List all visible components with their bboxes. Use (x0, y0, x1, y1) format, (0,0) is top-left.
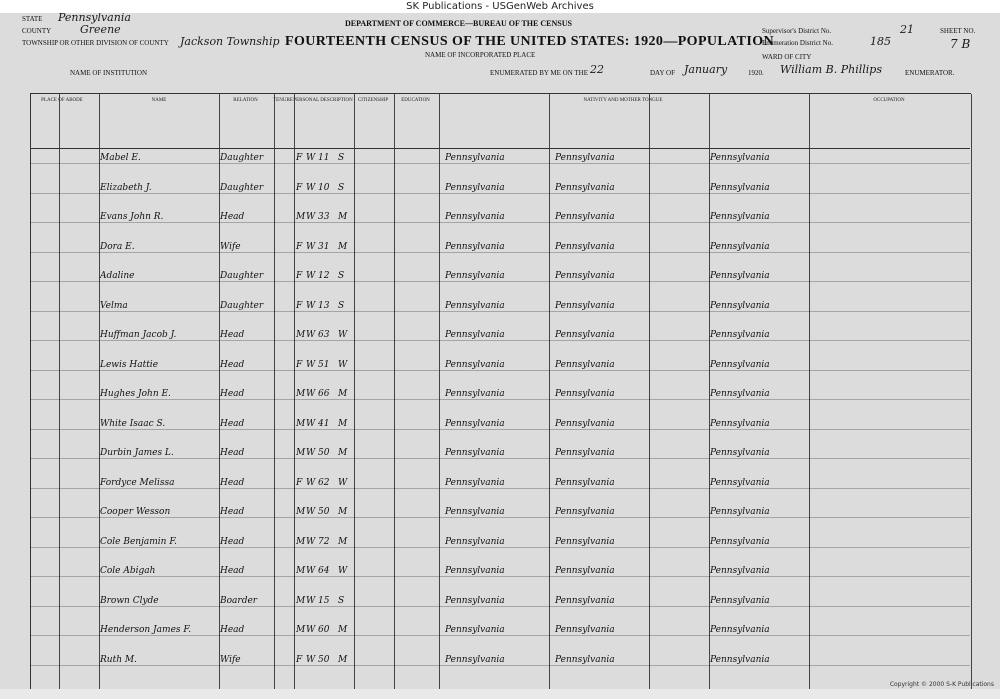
township-value: Jackson Township (180, 35, 280, 48)
person-age: 51 (318, 359, 330, 370)
mother-birthplace: Pennsylvania (710, 241, 770, 252)
township-label: TOWNSHIP OR OTHER DIVISION OF COUNTY (22, 39, 169, 47)
person-marital: S (338, 300, 345, 311)
person-race: W (306, 566, 316, 576)
person-relation: Daughter (220, 300, 264, 311)
person-name: Henderson James F. (100, 625, 192, 635)
mother-birthplace: Pennsylvania (710, 536, 770, 547)
person-name: Evans John R. (100, 212, 164, 222)
person-relation: Head (220, 507, 245, 517)
mother-birthplace: Pennsylvania (710, 389, 770, 399)
father-birthplace: Pennsylvania (555, 241, 615, 252)
person-marital: M (338, 654, 348, 665)
person-name: Cooper Wesson (100, 507, 171, 517)
father-birthplace: Pennsylvania (555, 507, 615, 517)
mother-birthplace: Pennsylvania (710, 507, 770, 517)
father-birthplace: Pennsylvania (555, 212, 615, 222)
person-race: W (306, 625, 316, 635)
col-tenure: TENURE (273, 98, 293, 103)
father-birthplace: Pennsylvania (555, 389, 615, 399)
father-birthplace: Pennsylvania (555, 595, 615, 606)
person-age: 12 (318, 271, 330, 281)
person-age: 50 (318, 507, 330, 517)
person-name: Brown Clyde (100, 595, 159, 606)
birthplace: Pennsylvania (445, 359, 505, 370)
person-marital: W (338, 477, 348, 488)
birthplace: Pennsylvania (445, 654, 505, 665)
row-line (30, 311, 970, 312)
person-sex: F (296, 359, 303, 370)
place-label: NAME OF INCORPORATED PLACE (425, 51, 536, 59)
person-name: Adaline (100, 271, 135, 281)
col-nativity: NATIVITY AND MOTHER TONGUE (583, 98, 663, 103)
row-line (30, 281, 970, 282)
person-marital: S (338, 182, 345, 193)
window-title: SK Publications - USGenWeb Archives (0, 0, 1000, 13)
father-birthplace: Pennsylvania (555, 625, 615, 635)
person-sex: M (296, 448, 306, 458)
mother-birthplace: Pennsylvania (710, 271, 770, 281)
person-name: Durbin James L. (100, 448, 174, 458)
father-birthplace: Pennsylvania (555, 330, 615, 340)
father-birthplace: Pennsylvania (555, 654, 615, 665)
row-line (30, 163, 970, 164)
enum-district-label: Enumeration District No. (762, 39, 833, 47)
col-relation: RELATION (233, 98, 258, 103)
person-sex: M (296, 418, 306, 429)
person-marital: M (338, 418, 348, 429)
person-age: 64 (318, 566, 330, 576)
person-name: Ruth M. (100, 654, 137, 665)
person-relation: Head (220, 566, 245, 576)
person-relation: Head (220, 389, 245, 399)
row-line (30, 399, 970, 400)
person-race: W (306, 182, 316, 193)
copyright: Copyright © 2000 S-K Publications (889, 681, 994, 688)
county-label: COUNTY (22, 27, 52, 35)
person-age: 72 (318, 536, 330, 547)
person-race: W (306, 330, 316, 340)
enum-district-no: 185 (870, 35, 891, 48)
person-age: 15 (318, 595, 330, 606)
person-marital: M (338, 212, 348, 222)
birthplace: Pennsylvania (445, 477, 505, 488)
father-birthplace: Pennsylvania (555, 418, 615, 429)
person-sex: F (296, 477, 303, 488)
birthplace: Pennsylvania (445, 595, 505, 606)
person-race: W (306, 300, 316, 311)
person-age: 31 (318, 241, 330, 252)
birthplace: Pennsylvania (445, 330, 505, 340)
col-abode: PLACE OF ABODE (41, 98, 83, 103)
mother-birthplace: Pennsylvania (710, 566, 770, 576)
person-relation: Daughter (220, 153, 264, 163)
person-marital: W (338, 330, 348, 340)
person-marital: S (338, 271, 345, 281)
person-age: 10 (318, 182, 330, 193)
person-name: Hughes John E. (100, 389, 171, 399)
row-line (30, 576, 970, 577)
person-sex: M (296, 330, 306, 340)
enumerated-day: 22 (590, 63, 604, 76)
person-name: White Isaac S. (100, 418, 166, 429)
row-line (30, 458, 970, 459)
person-sex: F (296, 241, 303, 252)
enumerator-label: ENUMERATOR. (905, 69, 955, 77)
father-birthplace: Pennsylvania (555, 477, 615, 488)
person-sex: M (296, 595, 306, 606)
person-name: Mabel E. (100, 153, 141, 163)
birthplace: Pennsylvania (445, 448, 505, 458)
person-marital: W (338, 566, 348, 576)
person-relation: Daughter (220, 182, 264, 193)
father-birthplace: Pennsylvania (555, 536, 615, 547)
father-birthplace: Pennsylvania (555, 566, 615, 576)
row-line (30, 606, 970, 607)
birthplace: Pennsylvania (445, 212, 505, 222)
mother-birthplace: Pennsylvania (710, 182, 770, 193)
person-race: W (306, 271, 316, 281)
person-marital: M (338, 389, 348, 399)
mother-birthplace: Pennsylvania (710, 359, 770, 370)
person-age: 60 (318, 625, 330, 635)
person-marital: M (338, 448, 348, 458)
col-personal: PERSONAL DESCRIPTION (293, 98, 353, 103)
county-value: Greene (80, 23, 121, 36)
person-marital: W (338, 359, 348, 370)
enumerated-label: ENUMERATED BY ME ON THE (490, 69, 588, 77)
department-heading: DEPARTMENT OF COMMERCE—BUREAU OF THE CENSUS (345, 19, 572, 28)
person-sex: F (296, 654, 303, 665)
year-label: 1920. (748, 69, 764, 77)
person-age: 63 (318, 330, 330, 340)
birthplace: Pennsylvania (445, 566, 505, 576)
person-relation: Head (220, 359, 245, 370)
mother-birthplace: Pennsylvania (710, 654, 770, 665)
person-relation: Head (220, 448, 245, 458)
birthplace: Pennsylvania (445, 625, 505, 635)
person-race: W (306, 241, 316, 252)
supervisor-label: Supervisor's District No. (762, 27, 832, 35)
person-relation: Head (220, 212, 245, 222)
person-sex: F (296, 153, 303, 163)
birthplace: Pennsylvania (445, 389, 505, 399)
person-marital: S (338, 595, 345, 606)
ward-label: WARD OF CITY (762, 53, 812, 61)
person-race: W (306, 389, 316, 399)
person-race: W (306, 153, 316, 163)
person-age: 11 (318, 153, 330, 163)
person-relation: Head (220, 536, 245, 547)
row-line (30, 488, 970, 489)
month-value: January (684, 63, 728, 76)
row-line (30, 429, 970, 430)
person-sex: F (296, 300, 303, 311)
person-age: 62 (318, 477, 330, 488)
person-race: W (306, 418, 316, 429)
person-name: Lewis Hattie (100, 359, 159, 370)
mother-birthplace: Pennsylvania (710, 448, 770, 458)
birthplace: Pennsylvania (445, 536, 505, 547)
col-name: NAME (151, 98, 167, 103)
census-sheet (0, 13, 1000, 689)
person-age: 66 (318, 389, 330, 399)
person-sex: F (296, 271, 303, 281)
mother-birthplace: Pennsylvania (710, 595, 770, 606)
mother-birthplace: Pennsylvania (710, 153, 770, 163)
birthplace: Pennsylvania (445, 182, 505, 193)
mother-birthplace: Pennsylvania (710, 477, 770, 488)
sheet-label: SHEET NO. (940, 27, 976, 35)
person-name: Fordyce Melissa (100, 477, 175, 488)
row-line (30, 370, 970, 371)
person-marital: M (338, 241, 348, 252)
row-line (30, 547, 970, 548)
day-of-label: DAY OF (650, 69, 675, 77)
sheet-no: 7 B (950, 37, 971, 51)
person-race: W (306, 595, 316, 606)
mother-birthplace: Pennsylvania (710, 300, 770, 311)
birthplace: Pennsylvania (445, 153, 505, 163)
father-birthplace: Pennsylvania (555, 153, 615, 163)
person-name: Elizabeth J. (100, 182, 152, 193)
person-relation: Boarder (220, 595, 258, 606)
person-sex: M (296, 212, 306, 222)
row-line (30, 340, 970, 341)
person-relation: Head (220, 418, 245, 429)
person-name: Dora E. (100, 241, 135, 252)
person-relation: Head (220, 625, 245, 635)
mother-birthplace: Pennsylvania (710, 212, 770, 222)
birthplace: Pennsylvania (445, 300, 505, 311)
mother-birthplace: Pennsylvania (710, 625, 770, 635)
form-title: FOURTEENTH CENSUS OF THE UNITED STATES: 1920—POPULATION (285, 34, 775, 49)
institution-label: NAME OF INSTITUTION (70, 69, 147, 77)
enumerator-name: William B. Phillips (780, 63, 882, 76)
person-name: Velma (100, 300, 128, 311)
person-race: W (306, 654, 316, 665)
supervisor-no: 21 (900, 23, 914, 36)
state-label: STATE (22, 15, 43, 23)
person-race: W (306, 507, 316, 517)
person-name: Cole Benjamin F. (100, 536, 178, 547)
row-line (30, 665, 970, 666)
col-citizenship: CITIZENSHIP (357, 98, 389, 103)
person-sex: M (296, 507, 306, 517)
mother-birthplace: Pennsylvania (710, 330, 770, 340)
mother-birthplace: Pennsylvania (710, 418, 770, 429)
father-birthplace: Pennsylvania (555, 182, 615, 193)
person-race: W (306, 212, 316, 222)
col-education: EDUCATION (401, 98, 430, 103)
person-marital: M (338, 536, 348, 547)
row-line (30, 222, 970, 223)
father-birthplace: Pennsylvania (555, 448, 615, 458)
person-race: W (306, 448, 316, 458)
person-sex: M (296, 536, 306, 547)
person-marital: M (338, 507, 348, 517)
father-birthplace: Pennsylvania (555, 359, 615, 370)
person-sex: M (296, 389, 306, 399)
father-birthplace: Pennsylvania (555, 300, 615, 311)
person-relation: Daughter (220, 271, 264, 281)
person-race: W (306, 536, 316, 547)
person-relation: Wife (220, 654, 241, 665)
person-sex: F (296, 182, 303, 193)
person-age: 13 (318, 300, 330, 311)
birthplace: Pennsylvania (445, 241, 505, 252)
person-sex: M (296, 625, 306, 635)
birthplace: Pennsylvania (445, 271, 505, 281)
person-relation: Head (220, 330, 245, 340)
row-line (30, 193, 970, 194)
person-relation: Wife (220, 241, 241, 252)
birthplace: Pennsylvania (445, 507, 505, 517)
col-occupation: OCCUPATION (873, 98, 905, 103)
person-marital: M (338, 625, 348, 635)
person-age: 50 (318, 448, 330, 458)
row-line (30, 517, 970, 518)
person-race: W (306, 359, 316, 370)
column-header-row (30, 93, 970, 149)
birthplace: Pennsylvania (445, 418, 505, 429)
person-race: W (306, 477, 316, 488)
person-age: 41 (318, 418, 330, 429)
row-line (30, 252, 970, 253)
person-name: Huffman Jacob J. (100, 330, 177, 340)
person-marital: S (338, 153, 345, 163)
father-birthplace: Pennsylvania (555, 271, 615, 281)
person-sex: M (296, 566, 306, 576)
person-age: 50 (318, 654, 330, 665)
row-line (30, 635, 970, 636)
state-value: Pennsylvania (58, 13, 131, 24)
person-name: Cole Abigah (100, 566, 156, 576)
person-relation: Head (220, 477, 245, 488)
person-age: 33 (318, 212, 330, 222)
